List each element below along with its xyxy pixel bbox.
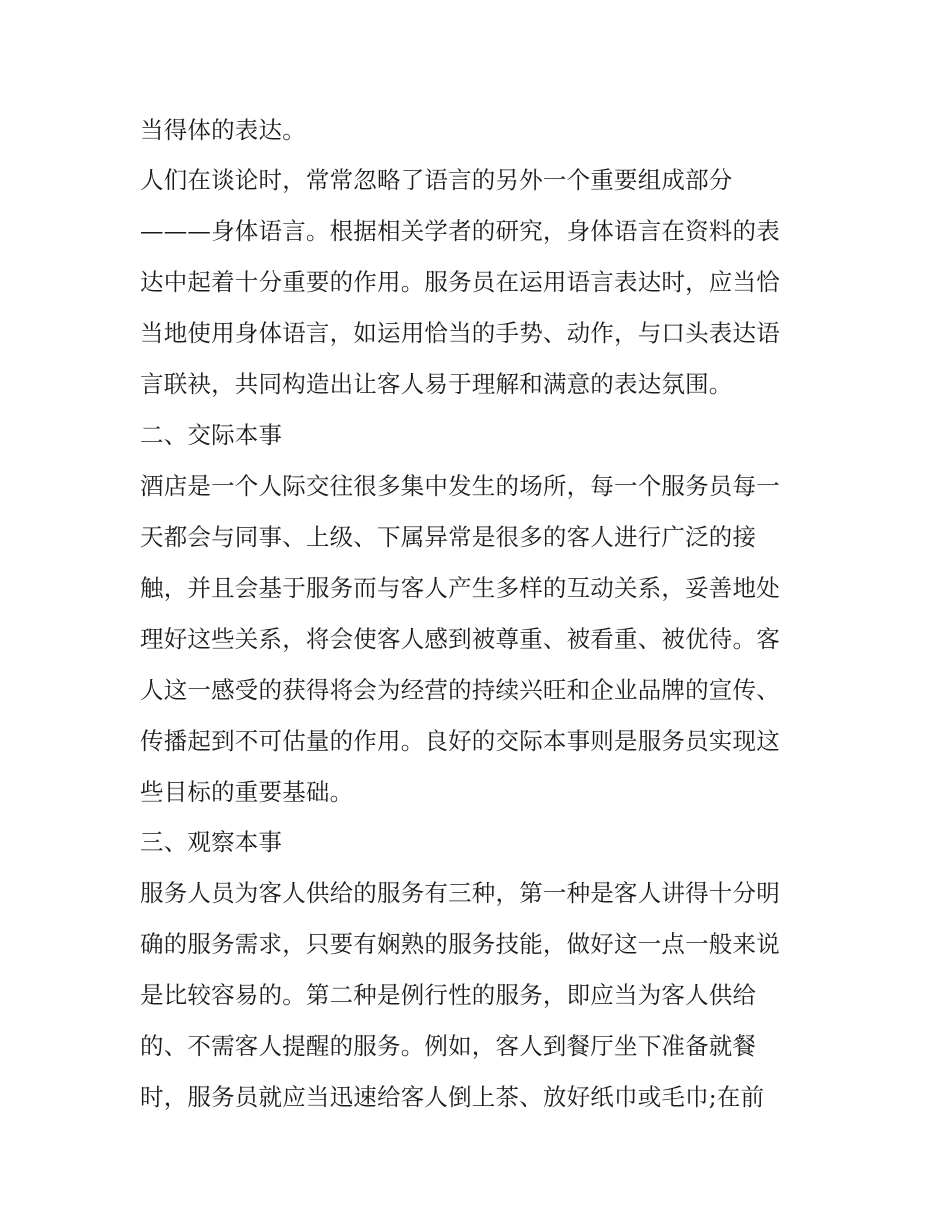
text-line: 人们在谈论时，常常忽略了语言的另外一个重要组成部分 — [140, 166, 733, 194]
text-line: 些目标的重要基础。 — [140, 778, 354, 806]
text-line: 服务人员为客人供给的服务有三种，第一种是客人讲得十分明 — [140, 879, 780, 907]
text-line: 达中起着十分重要的作用。服务员在运用语言表达时，应当恰 — [140, 268, 780, 296]
text-line: 是比较容易的。第二种是例行性的服务，即应当为客人供给 — [140, 981, 757, 1009]
section-heading: 二、交际本事 — [140, 421, 283, 449]
text-line: 天都会与同事、上级、下属异常是很多的客人进行广泛的接 — [140, 523, 757, 551]
text-line: 的、不需客人提醒的服务。例如，客人到餐厅坐下准备就餐 — [140, 1032, 757, 1060]
text-line: 言联袂，共同构造出让客人易于理解和满意的表达氛围。 — [140, 370, 733, 398]
text-line: 人这一感受的获得将会为经营的持续兴旺和企业品牌的宣传、 — [140, 676, 780, 704]
text-line: 当地使用身体语言，如运用恰当的手势、动作，与口头表达语 — [140, 319, 780, 347]
text-line: 酒店是一个人际交往很多集中发生的场所，每一个服务员每一 — [140, 472, 780, 500]
text-line: 触，并且会基于服务而与客人产生多样的互动关系，妥善地处 — [140, 574, 780, 602]
text-line: 传播起到不可估量的作用。良好的交际本事则是服务员实现这 — [140, 727, 780, 755]
text-line: 当得体的表达。 — [140, 116, 306, 144]
text-line: 理好这些关系，将会使客人感到被尊重、被看重、被优待。客 — [140, 625, 780, 653]
text-line: 时，服务员就应当迅速给客人倒上茶、放好纸巾或毛巾;在前 — [140, 1083, 765, 1111]
text-line: 确的服务需求，只要有娴熟的服务技能，做好这一点一般来说 — [140, 930, 780, 958]
section-heading: 三、观察本事 — [140, 828, 283, 856]
text-line: ———身体语言。根据相关学者的研究，身体语言在资料的表 — [140, 217, 780, 245]
